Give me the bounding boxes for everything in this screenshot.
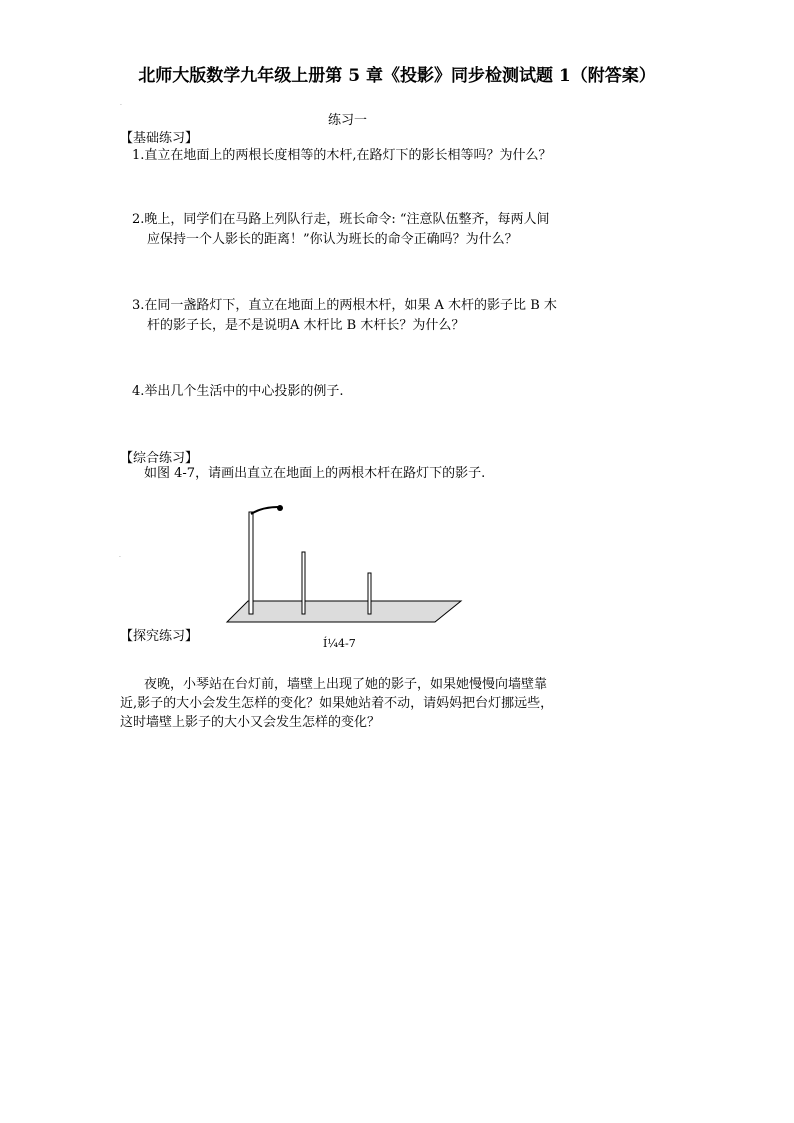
section-comprehensive-heading: 【综合练习】 [120,451,199,466]
street-lamp-arm [251,507,278,514]
street-lamp-pole [249,512,253,614]
explore-question-line-3: 这时墙壁上影子的大小又会发生怎样的变化？ [120,715,381,730]
section-explore-heading: 【探究练习】 [120,629,199,644]
exercise-heading: 练习一 [328,113,368,128]
explore-question-line-2: 近,影子的大小会发生怎样的变化？如果她站着不动，请妈妈把台灯挪远些， [120,696,554,711]
pole-a [302,552,305,614]
question-2-line-1: 2.晚上，同学们在马路上列队行走，班长命令: “注意队伍整齐，每两人间 [132,212,550,227]
ground-plane [227,601,461,622]
question-3-line-2: 杆的影子长，是不是说明A 木杆比 B 木杆长？为什么？ [147,318,465,333]
margin-mark: . [120,100,122,107]
question-4: 4.举出几个生活中的中心投影的例子. [132,384,344,399]
pole-b [368,573,371,614]
comprehensive-question: 如图 4-7，请画出直立在地面上的两根木杆在路灯下的影子. [144,466,486,481]
question-2-line-2: 应保持一个人影长的距离！”你认为班长的命令正确吗？为什么？ [147,232,518,247]
page-title: 北师大版数学九年级上册第 5 章《投影》同步检测试题 1（附答案） [138,66,656,86]
margin-mark: . [119,552,121,559]
explore-question-line-1: 夜晚，小琴站在台灯前，墙壁上出现了她的影子，如果她慢慢向墙壁靠 [144,677,548,692]
street-lamp-bulb [277,505,283,511]
figure-caption: Í¼4-7 [323,637,356,650]
question-3-line-1: 3.在同一盏路灯下，直立在地面上的两根木杆，如果 A 木杆的影子比 B 木 [132,298,557,313]
section-basic-heading: 【基础练习】 [120,131,199,146]
question-1: 1.直立在地面上的两根长度相等的木杆,在路灯下的影长相等吗？为什么？ [132,148,552,163]
